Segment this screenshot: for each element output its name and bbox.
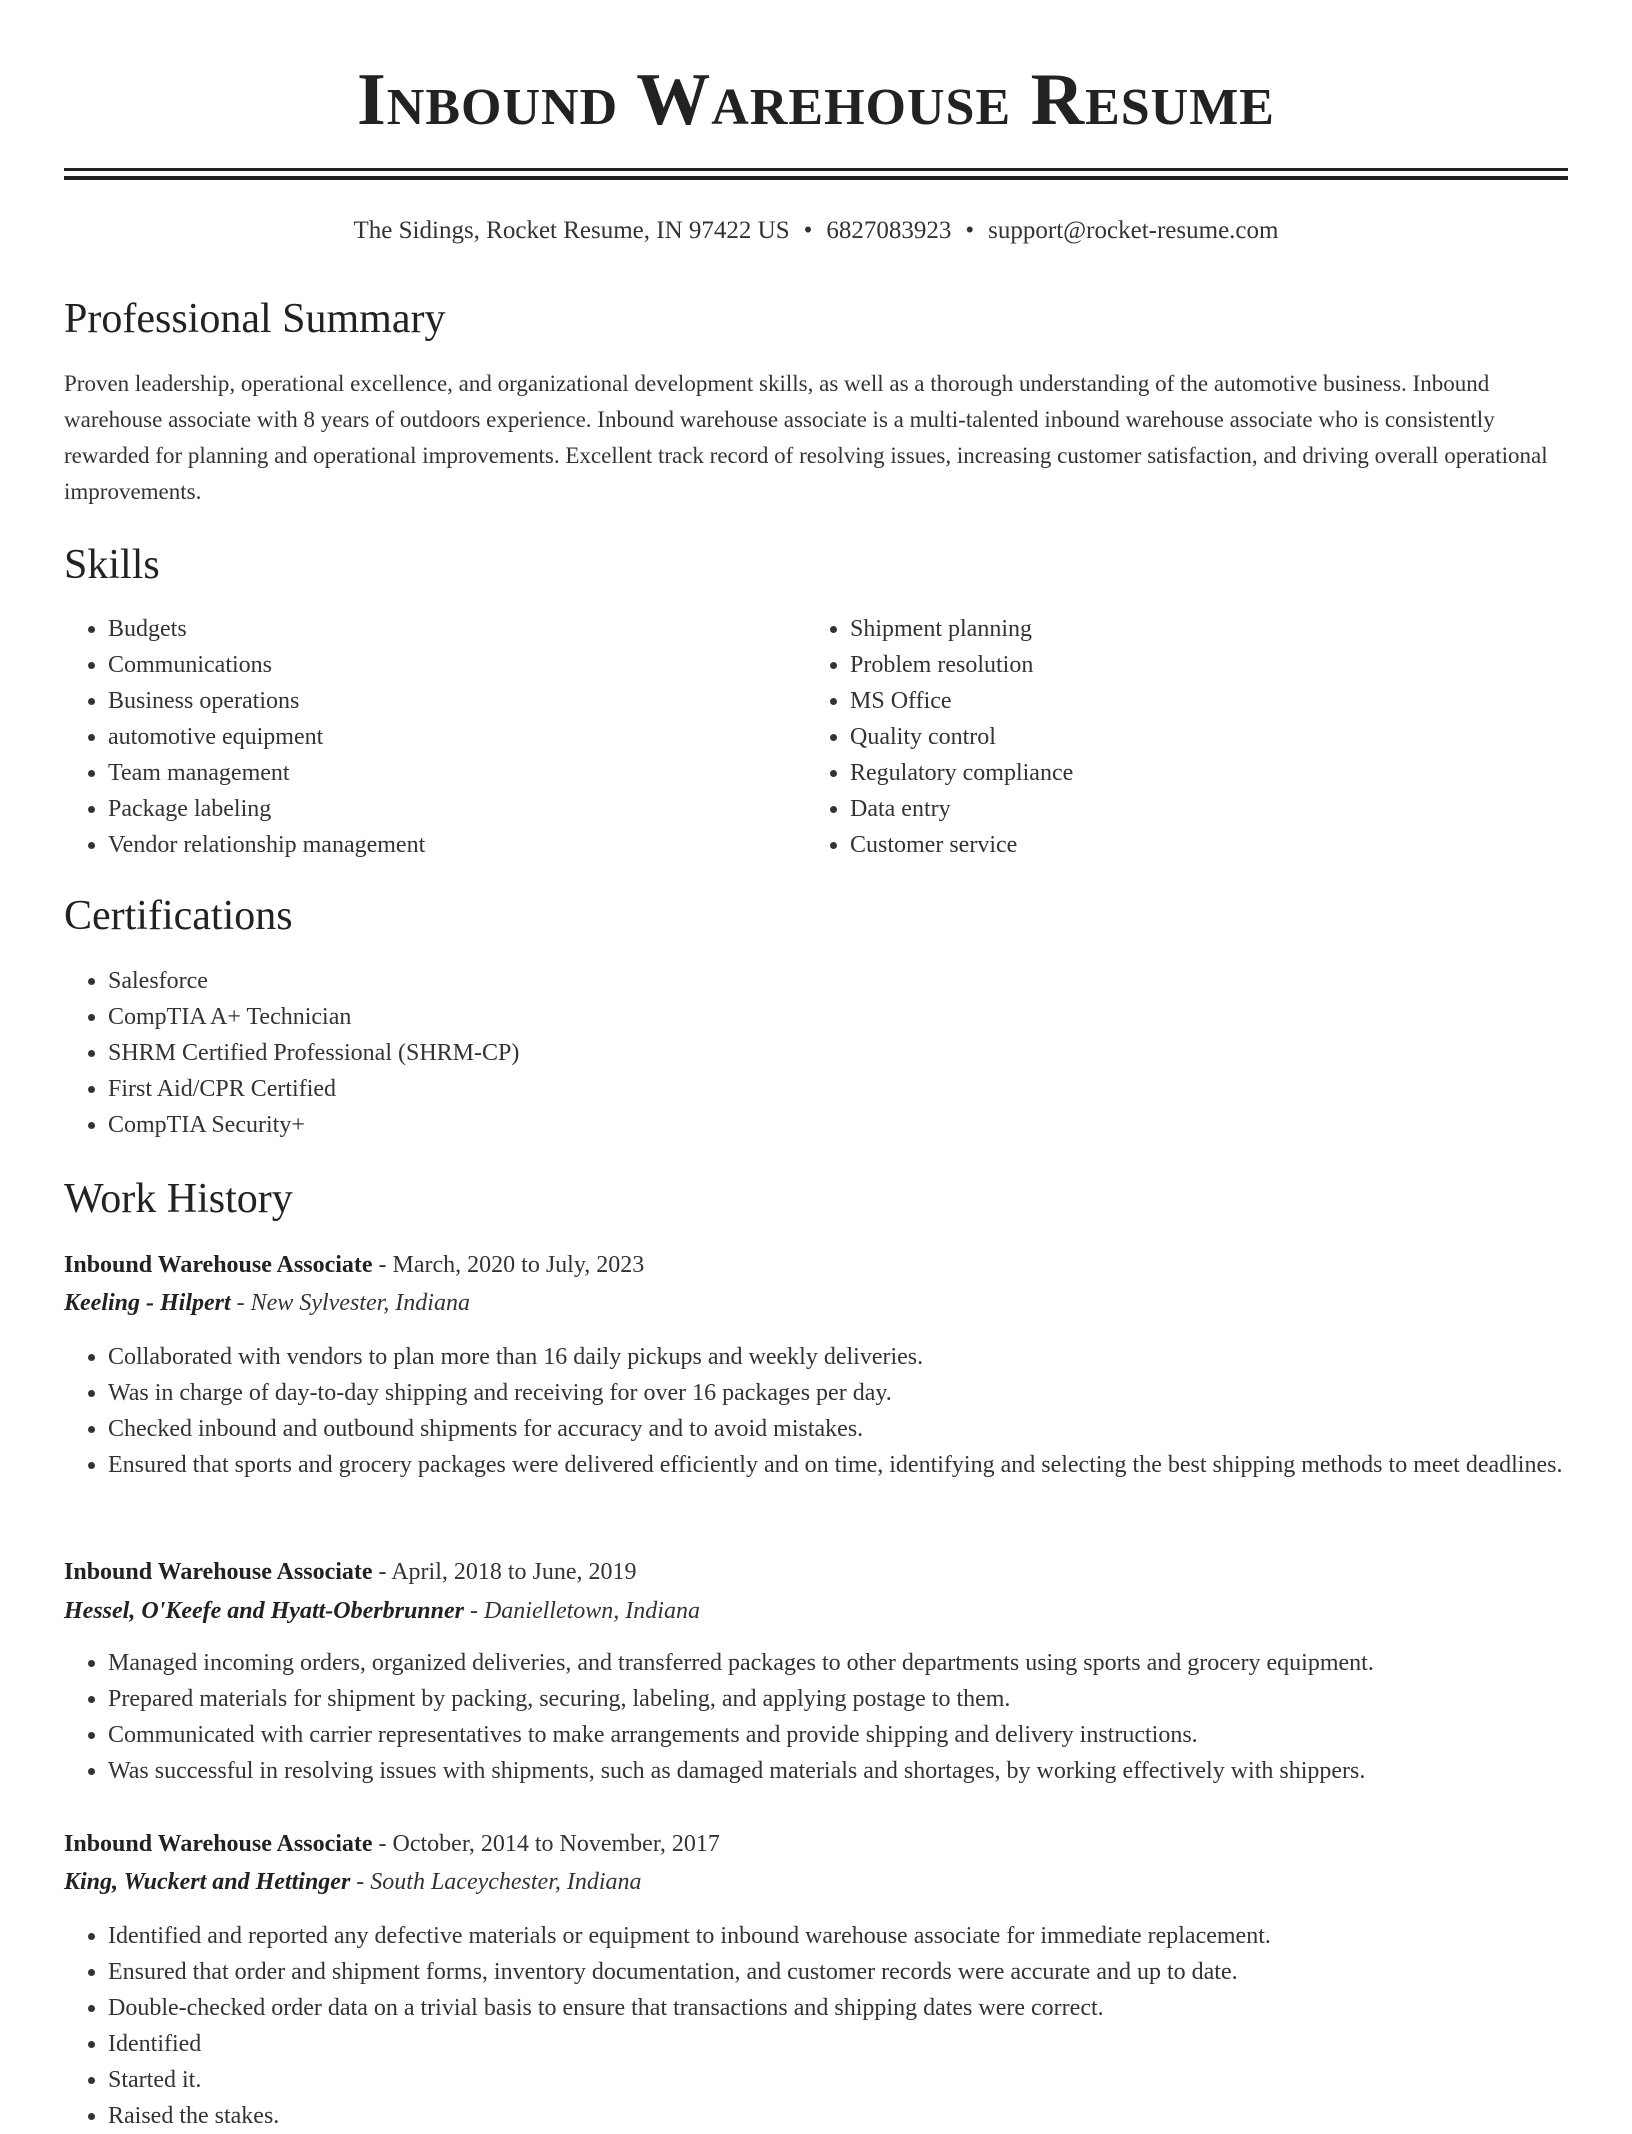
job-duty-item: • Checked inbound and outbound shipments for accuracy and to avoid mistakes.	[108, 1411, 1568, 1447]
job-employer	[64, 1285, 1568, 1321]
job-duty-item: • Ensured that sports and grocery packages were delivered efficiently and on time, identifying and selecting the best shipping methods to meet deadlines.	[108, 1447, 1568, 1483]
job-dates: - April, 2018 to June, 2019	[372, 1559, 637, 1585]
skill-item: • Communications	[108, 647, 748, 683]
job-duties-list	[64, 1645, 1568, 1789]
skill-item: • Data entry	[850, 791, 1550, 827]
contact-line	[0, 214, 1632, 248]
job-company: Hessel, O'Keefe and Hyatt-Oberbrunner	[64, 1598, 464, 1624]
job-duty-item: • Started it.	[108, 2062, 1568, 2098]
skill-item: • Vendor relationship management	[108, 827, 748, 863]
job-company: King, Wuckert and Hettinger	[64, 1869, 351, 1895]
section-heading-summary: Professional Summary	[64, 296, 446, 342]
job-dates: - October, 2014 to November, 2017	[372, 1831, 720, 1857]
skill-item: • Package labeling	[108, 791, 748, 827]
certification-item: • CompTIA A+ Technician	[108, 999, 1508, 1035]
skills-list-right	[806, 611, 1550, 863]
certification-item: • Salesforce	[108, 963, 1508, 999]
section-heading-work-history: Work History	[64, 1176, 293, 1222]
job-dates: - March, 2020 to July, 2023	[372, 1252, 645, 1278]
skill-item: • automotive equipment	[108, 719, 748, 755]
title-divider-bottom	[64, 176, 1568, 180]
job-duties-list	[64, 1339, 1568, 1483]
job-duty-item: • Identified	[108, 2026, 1568, 2062]
job-duty-item: • Raised the stakes.	[108, 2098, 1568, 2134]
skill-item: • Regulatory compliance	[850, 755, 1550, 791]
skill-item: • MS Office	[850, 683, 1550, 719]
job-company: Keeling - Hilpert	[64, 1290, 231, 1316]
resume-title: Inbound Warehouse Resume	[356, 59, 1275, 141]
job-duty-item: • Managed incoming orders, organized deliveries, and transferred packages to other departments using sports and grocery equipment.	[108, 1645, 1568, 1681]
job-duty-item: • Was successful in resolving issues with shipments, such as damaged materials and shortages, by working effectively with shippers.	[108, 1753, 1568, 1789]
skill-item: • Business operations	[108, 683, 748, 719]
section-heading-skills: Skills	[64, 542, 160, 588]
job-title: Inbound Warehouse Associate	[64, 1831, 373, 1857]
job-header	[64, 1247, 1568, 1283]
contact-separator: •	[803, 217, 813, 244]
skill-item: • Shipment planning	[850, 611, 1550, 647]
job-duty-item: • Collaborated with vendors to plan more than 16 daily pickups and weekly deliveries.	[108, 1339, 1568, 1375]
skills-list-left	[64, 611, 748, 863]
certification-item: • SHRM Certified Professional (SHRM-CP)	[108, 1035, 1508, 1071]
summary-text: Proven leadership, operational excellence, and organizational development skills, as well as a thorough understanding of the automotive business. Inbound warehouse associate with 8 years of outdoors experience. Inbound warehouse associate is a multi-talented inbound warehouse associate who is consistently rewarded for planning and operational improvements. Excellent track record of resolving issues, increasing customer satisfaction, and driving overall operational improvements.	[64, 371, 1548, 504]
job-employer	[64, 1593, 1568, 1629]
job-duty-item: • Communicated with carrier representatives to make arrangements and provide shipping and delivery instructions.	[108, 1717, 1568, 1753]
job-header	[64, 1826, 1568, 1862]
job-duty-item: • Prepared materials for shipment by packing, securing, labeling, and applying postage to them.	[108, 1681, 1568, 1717]
skill-item: • Quality control	[850, 719, 1550, 755]
job-duty-item: • Identified and reported any defective materials or equipment to inbound warehouse associate for immediate replacement.	[108, 1918, 1568, 1954]
job-location: - Danielletown, Indiana	[463, 1598, 700, 1624]
job-location: - New Sylvester, Indiana	[230, 1290, 470, 1316]
job-duties-list	[64, 1918, 1568, 2134]
title-divider-top	[64, 168, 1568, 171]
contact-separator: •	[965, 217, 975, 244]
job-header	[64, 1554, 1568, 1590]
job-duty-item: • Was in charge of day-to-day shipping and receiving for over 16 packages per day.	[108, 1375, 1568, 1411]
job-title: Inbound Warehouse Associate	[64, 1252, 373, 1278]
contact-email: support@rocket-resume.com	[988, 217, 1279, 244]
contact-phone: 6827083923	[826, 217, 952, 244]
skill-item: • Budgets	[108, 611, 748, 647]
certification-item: • First Aid/CPR Certified	[108, 1071, 1508, 1107]
job-employer	[64, 1864, 1568, 1900]
certification-item: • CompTIA Security+	[108, 1107, 1508, 1143]
job-location: - South Laceychester, Indiana	[350, 1869, 642, 1895]
skill-item: • Team management	[108, 755, 748, 791]
skill-item: • Problem resolution	[850, 647, 1550, 683]
contact-address: The Sidings, Rocket Resume, IN 97422 US	[353, 217, 790, 244]
job-title: Inbound Warehouse Associate	[64, 1559, 373, 1585]
section-heading-certifications: Certifications	[64, 893, 293, 939]
skill-item: • Customer service	[850, 827, 1550, 863]
job-duty-item: • Ensured that order and shipment forms, inventory documentation, and customer records were accurate and up to date.	[108, 1954, 1568, 1990]
certifications-list	[64, 963, 1508, 1143]
job-duty-item: • Double-checked order data on a trivial basis to ensure that transactions and shipping dates were correct.	[108, 1990, 1568, 2026]
